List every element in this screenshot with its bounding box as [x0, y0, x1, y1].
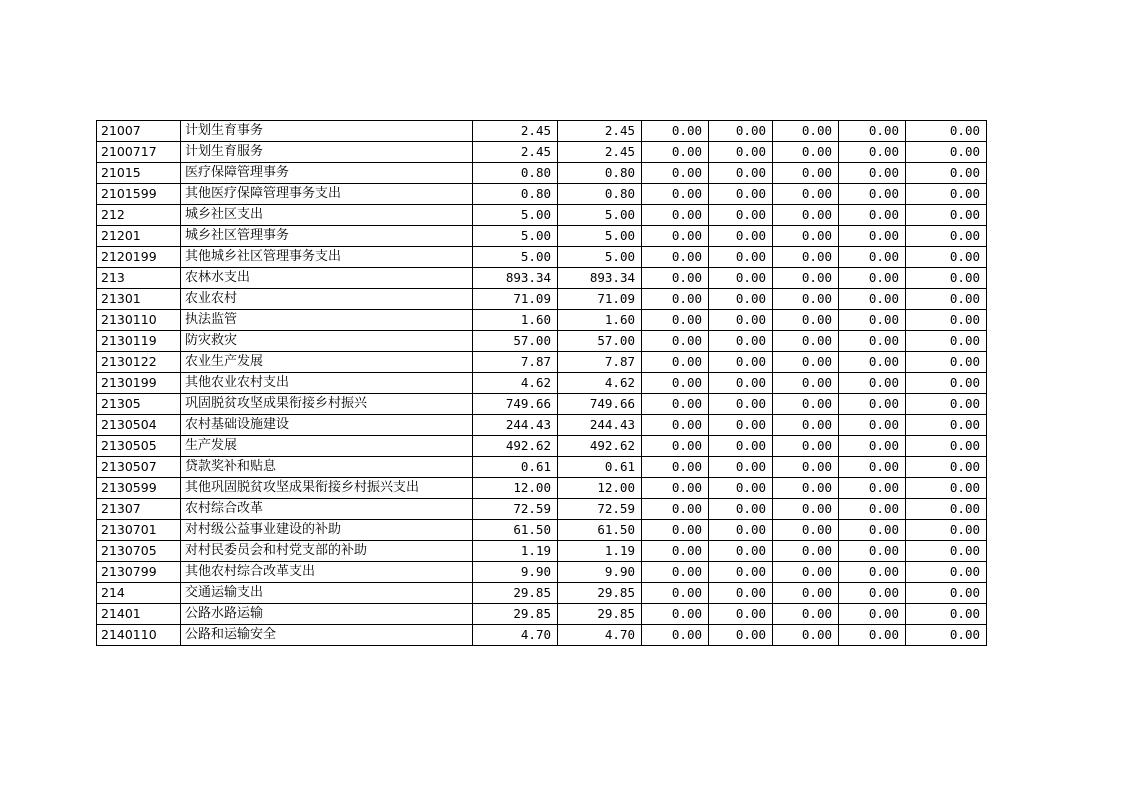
amount-cell: 5.00 — [473, 205, 558, 226]
amount-cell: 5.00 — [558, 226, 642, 247]
subject-code-cell: 2100717 — [97, 142, 181, 163]
amount-cell: 0.00 — [839, 184, 906, 205]
subject-name-cell: 对村级公益事业建设的补助 — [181, 520, 473, 541]
amount-cell: 0.00 — [906, 310, 987, 331]
amount-cell: 0.00 — [773, 373, 839, 394]
amount-cell: 0.00 — [906, 457, 987, 478]
amount-cell: 0.00 — [773, 352, 839, 373]
amount-cell: 0.00 — [906, 520, 987, 541]
amount-cell: 0.00 — [709, 331, 773, 352]
subject-name-cell: 对村民委员会和村党支部的补助 — [181, 541, 473, 562]
amount-cell: 0.00 — [642, 394, 709, 415]
table-row — [97, 415, 987, 436]
amount-cell: 0.00 — [709, 247, 773, 268]
amount-cell: 0.00 — [642, 562, 709, 583]
amount-cell: 4.70 — [558, 625, 642, 646]
subject-code-cell: 2130199 — [97, 373, 181, 394]
table-row — [97, 289, 987, 310]
amount-cell: 0.00 — [642, 121, 709, 142]
table-row — [97, 373, 987, 394]
amount-cell: 0.00 — [642, 478, 709, 499]
subject-name-cell: 防灾救灾 — [181, 331, 473, 352]
amount-cell: 0.00 — [906, 331, 987, 352]
amount-cell: 0.00 — [642, 499, 709, 520]
amount-cell: 0.80 — [473, 163, 558, 184]
amount-cell: 0.00 — [773, 436, 839, 457]
amount-cell: 0.00 — [642, 415, 709, 436]
amount-cell: 0.00 — [906, 163, 987, 184]
subject-name-cell: 农业生产发展 — [181, 352, 473, 373]
amount-cell: 0.00 — [642, 331, 709, 352]
subject-code-cell: 21007 — [97, 121, 181, 142]
subject-code-cell: 212 — [97, 205, 181, 226]
subject-name-cell: 城乡社区管理事务 — [181, 226, 473, 247]
amount-cell: 0.00 — [709, 268, 773, 289]
amount-cell: 0.00 — [642, 352, 709, 373]
amount-cell: 0.00 — [906, 142, 987, 163]
subject-name-cell: 医疗保障管理事务 — [181, 163, 473, 184]
amount-cell: 492.62 — [473, 436, 558, 457]
subject-name-cell: 其他医疗保障管理事务支出 — [181, 184, 473, 205]
subject-name-cell: 农村综合改革 — [181, 499, 473, 520]
amount-cell: 0.00 — [906, 205, 987, 226]
table-row — [97, 331, 987, 352]
amount-cell: 2.45 — [558, 121, 642, 142]
amount-cell: 0.00 — [642, 289, 709, 310]
table-row — [97, 394, 987, 415]
amount-cell: 0.00 — [839, 352, 906, 373]
amount-cell: 29.85 — [473, 604, 558, 625]
table-row — [97, 268, 987, 289]
amount-cell: 0.00 — [906, 184, 987, 205]
amount-cell: 0.00 — [839, 142, 906, 163]
amount-cell: 0.00 — [773, 520, 839, 541]
amount-cell: 0.80 — [473, 184, 558, 205]
table-row — [97, 163, 987, 184]
amount-cell: 0.00 — [839, 436, 906, 457]
subject-code-cell: 2130701 — [97, 520, 181, 541]
amount-cell: 0.00 — [906, 268, 987, 289]
subject-name-cell: 计划生育服务 — [181, 142, 473, 163]
subject-name-cell: 农村基础设施建设 — [181, 415, 473, 436]
amount-cell: 0.00 — [773, 604, 839, 625]
amount-cell: 4.62 — [473, 373, 558, 394]
subject-name-cell: 交通运输支出 — [181, 583, 473, 604]
amount-cell: 893.34 — [558, 268, 642, 289]
amount-cell: 0.00 — [709, 562, 773, 583]
table-row — [97, 499, 987, 520]
amount-cell: 61.50 — [558, 520, 642, 541]
amount-cell: 0.00 — [906, 604, 987, 625]
amount-cell: 0.00 — [773, 457, 839, 478]
subject-code-cell: 214 — [97, 583, 181, 604]
amount-cell: 0.00 — [709, 415, 773, 436]
amount-cell: 0.00 — [709, 226, 773, 247]
amount-cell: 0.00 — [642, 142, 709, 163]
amount-cell: 0.00 — [906, 562, 987, 583]
subject-code-cell: 21201 — [97, 226, 181, 247]
table-row — [97, 226, 987, 247]
amount-cell: 0.00 — [709, 205, 773, 226]
amount-cell: 7.87 — [473, 352, 558, 373]
amount-cell: 2.45 — [473, 142, 558, 163]
amount-cell: 0.00 — [709, 121, 773, 142]
amount-cell: 0.00 — [709, 499, 773, 520]
amount-cell: 0.00 — [709, 625, 773, 646]
amount-cell: 57.00 — [558, 331, 642, 352]
amount-cell: 0.00 — [709, 142, 773, 163]
amount-cell: 0.00 — [642, 373, 709, 394]
amount-cell: 29.85 — [558, 604, 642, 625]
amount-cell: 0.00 — [773, 247, 839, 268]
amount-cell: 0.00 — [906, 247, 987, 268]
amount-cell: 0.00 — [709, 457, 773, 478]
subject-code-cell: 21401 — [97, 604, 181, 625]
amount-cell: 57.00 — [473, 331, 558, 352]
subject-name-cell: 其他城乡社区管理事务支出 — [181, 247, 473, 268]
amount-cell: 0.00 — [773, 163, 839, 184]
amount-cell: 0.00 — [839, 121, 906, 142]
amount-cell: 12.00 — [473, 478, 558, 499]
amount-cell: 0.00 — [839, 268, 906, 289]
amount-cell: 749.66 — [558, 394, 642, 415]
subject-name-cell: 其他农业农村支出 — [181, 373, 473, 394]
amount-cell: 0.00 — [642, 436, 709, 457]
subject-code-cell: 2140110 — [97, 625, 181, 646]
subject-name-cell: 计划生育事务 — [181, 121, 473, 142]
amount-cell: 0.00 — [773, 541, 839, 562]
amount-cell: 0.00 — [773, 562, 839, 583]
subject-code-cell: 2120199 — [97, 247, 181, 268]
amount-cell: 0.00 — [709, 352, 773, 373]
amount-cell: 1.19 — [558, 541, 642, 562]
amount-cell: 61.50 — [473, 520, 558, 541]
subject-name-cell: 生产发展 — [181, 436, 473, 457]
amount-cell: 0.00 — [773, 121, 839, 142]
amount-cell: 0.00 — [709, 583, 773, 604]
subject-name-cell: 执法监管 — [181, 310, 473, 331]
table-row — [97, 520, 987, 541]
amount-cell: 0.00 — [906, 394, 987, 415]
amount-cell: 0.00 — [642, 520, 709, 541]
amount-cell: 0.00 — [642, 541, 709, 562]
table-row — [97, 352, 987, 373]
table-row — [97, 478, 987, 499]
amount-cell: 0.00 — [839, 415, 906, 436]
amount-cell: 0.00 — [773, 415, 839, 436]
table-row — [97, 142, 987, 163]
amount-cell: 0.00 — [709, 394, 773, 415]
amount-cell: 5.00 — [558, 205, 642, 226]
subject-code-cell: 2130504 — [97, 415, 181, 436]
amount-cell: 0.00 — [906, 625, 987, 646]
amount-cell: 0.00 — [839, 226, 906, 247]
amount-cell: 0.00 — [709, 163, 773, 184]
amount-cell: 9.90 — [558, 562, 642, 583]
amount-cell: 72.59 — [473, 499, 558, 520]
amount-cell: 0.00 — [839, 205, 906, 226]
amount-cell: 0.80 — [558, 184, 642, 205]
amount-cell: 0.00 — [773, 394, 839, 415]
subject-code-cell: 2130505 — [97, 436, 181, 457]
amount-cell: 244.43 — [473, 415, 558, 436]
amount-cell: 0.00 — [642, 268, 709, 289]
subject-code-cell: 2130799 — [97, 562, 181, 583]
table-row — [97, 604, 987, 625]
amount-cell: 71.09 — [558, 289, 642, 310]
amount-cell: 0.00 — [839, 247, 906, 268]
amount-cell: 893.34 — [473, 268, 558, 289]
amount-cell: 1.19 — [473, 541, 558, 562]
amount-cell: 0.00 — [773, 499, 839, 520]
subject-code-cell: 21307 — [97, 499, 181, 520]
amount-cell: 0.00 — [773, 310, 839, 331]
subject-name-cell: 贷款奖补和贴息 — [181, 457, 473, 478]
amount-cell: 0.00 — [839, 373, 906, 394]
amount-cell: 0.00 — [906, 478, 987, 499]
amount-cell: 0.00 — [709, 604, 773, 625]
amount-cell: 1.60 — [473, 310, 558, 331]
amount-cell: 2.45 — [558, 142, 642, 163]
amount-cell: 0.00 — [906, 121, 987, 142]
amount-cell: 0.80 — [558, 163, 642, 184]
subject-code-cell: 2130110 — [97, 310, 181, 331]
subject-name-cell: 巩固脱贫攻坚成果衔接乡村振兴 — [181, 394, 473, 415]
amount-cell: 5.00 — [473, 226, 558, 247]
subject-name-cell: 农业农村 — [181, 289, 473, 310]
subject-name-cell: 农林水支出 — [181, 268, 473, 289]
amount-cell: 0.00 — [906, 436, 987, 457]
amount-cell: 0.00 — [906, 499, 987, 520]
subject-code-cell: 2130507 — [97, 457, 181, 478]
amount-cell: 0.00 — [906, 352, 987, 373]
table-row — [97, 625, 987, 646]
table-row — [97, 310, 987, 331]
amount-cell: 29.85 — [473, 583, 558, 604]
amount-cell: 0.00 — [839, 457, 906, 478]
amount-cell: 0.00 — [709, 310, 773, 331]
amount-cell: 0.00 — [839, 331, 906, 352]
amount-cell: 0.00 — [839, 583, 906, 604]
amount-cell: 4.62 — [558, 373, 642, 394]
amount-cell: 0.00 — [773, 625, 839, 646]
amount-cell: 0.00 — [839, 562, 906, 583]
amount-cell: 0.61 — [473, 457, 558, 478]
amount-cell: 0.00 — [642, 625, 709, 646]
amount-cell: 0.00 — [839, 520, 906, 541]
amount-cell: 0.00 — [642, 226, 709, 247]
amount-cell: 0.00 — [839, 604, 906, 625]
amount-cell: 0.00 — [839, 625, 906, 646]
subject-code-cell: 2130599 — [97, 478, 181, 499]
amount-cell: 0.00 — [642, 163, 709, 184]
table-row — [97, 541, 987, 562]
amount-cell: 0.00 — [839, 394, 906, 415]
amount-cell: 0.00 — [642, 604, 709, 625]
amount-cell: 0.00 — [642, 310, 709, 331]
subject-name-cell: 公路水路运输 — [181, 604, 473, 625]
table-row — [97, 583, 987, 604]
amount-cell: 0.00 — [839, 478, 906, 499]
table-row — [97, 562, 987, 583]
amount-cell: 0.61 — [558, 457, 642, 478]
table-body — [97, 121, 987, 646]
table-row — [97, 121, 987, 142]
subject-name-cell: 其他农村综合改革支出 — [181, 562, 473, 583]
amount-cell: 0.00 — [839, 163, 906, 184]
amount-cell: 0.00 — [839, 499, 906, 520]
table-row — [97, 436, 987, 457]
table-row — [97, 247, 987, 268]
amount-cell: 12.00 — [558, 478, 642, 499]
amount-cell: 7.87 — [558, 352, 642, 373]
amount-cell: 0.00 — [773, 184, 839, 205]
amount-cell: 0.00 — [773, 583, 839, 604]
amount-cell: 72.59 — [558, 499, 642, 520]
amount-cell: 0.00 — [906, 289, 987, 310]
amount-cell: 0.00 — [642, 457, 709, 478]
amount-cell: 0.00 — [642, 583, 709, 604]
subject-code-cell: 2130705 — [97, 541, 181, 562]
amount-cell: 0.00 — [906, 373, 987, 394]
amount-cell: 749.66 — [473, 394, 558, 415]
amount-cell: 0.00 — [709, 184, 773, 205]
amount-cell: 0.00 — [642, 205, 709, 226]
table-row — [97, 457, 987, 478]
subject-code-cell: 213 — [97, 268, 181, 289]
amount-cell: 0.00 — [709, 373, 773, 394]
amount-cell: 0.00 — [709, 541, 773, 562]
subject-code-cell: 21305 — [97, 394, 181, 415]
amount-cell: 0.00 — [906, 226, 987, 247]
subject-name-cell: 公路和运输安全 — [181, 625, 473, 646]
amount-cell: 0.00 — [773, 478, 839, 499]
amount-cell: 0.00 — [642, 184, 709, 205]
amount-cell: 71.09 — [473, 289, 558, 310]
amount-cell: 0.00 — [906, 541, 987, 562]
subject-code-cell: 2101599 — [97, 184, 181, 205]
amount-cell: 0.00 — [709, 478, 773, 499]
table-row — [97, 205, 987, 226]
amount-cell: 29.85 — [558, 583, 642, 604]
amount-cell: 0.00 — [839, 310, 906, 331]
budget-table — [96, 120, 987, 646]
amount-cell: 0.00 — [773, 226, 839, 247]
amount-cell: 492.62 — [558, 436, 642, 457]
amount-cell: 4.70 — [473, 625, 558, 646]
amount-cell: 9.90 — [473, 562, 558, 583]
amount-cell: 0.00 — [839, 289, 906, 310]
amount-cell: 0.00 — [773, 331, 839, 352]
amount-cell: 0.00 — [709, 289, 773, 310]
amount-cell: 5.00 — [558, 247, 642, 268]
amount-cell: 2.45 — [473, 121, 558, 142]
amount-cell: 0.00 — [839, 541, 906, 562]
amount-cell: 0.00 — [773, 289, 839, 310]
amount-cell: 0.00 — [773, 268, 839, 289]
subject-code-cell: 21015 — [97, 163, 181, 184]
amount-cell: 0.00 — [709, 436, 773, 457]
subject-name-cell: 其他巩固脱贫攻坚成果衔接乡村振兴支出 — [181, 478, 473, 499]
amount-cell: 0.00 — [906, 583, 987, 604]
table-row — [97, 184, 987, 205]
amount-cell: 0.00 — [906, 415, 987, 436]
amount-cell: 0.00 — [773, 142, 839, 163]
amount-cell: 244.43 — [558, 415, 642, 436]
subject-code-cell: 2130122 — [97, 352, 181, 373]
amount-cell: 1.60 — [558, 310, 642, 331]
subject-code-cell: 2130119 — [97, 331, 181, 352]
amount-cell: 0.00 — [773, 205, 839, 226]
amount-cell: 0.00 — [642, 247, 709, 268]
amount-cell: 5.00 — [473, 247, 558, 268]
subject-name-cell: 城乡社区支出 — [181, 205, 473, 226]
subject-code-cell: 21301 — [97, 289, 181, 310]
amount-cell: 0.00 — [709, 520, 773, 541]
